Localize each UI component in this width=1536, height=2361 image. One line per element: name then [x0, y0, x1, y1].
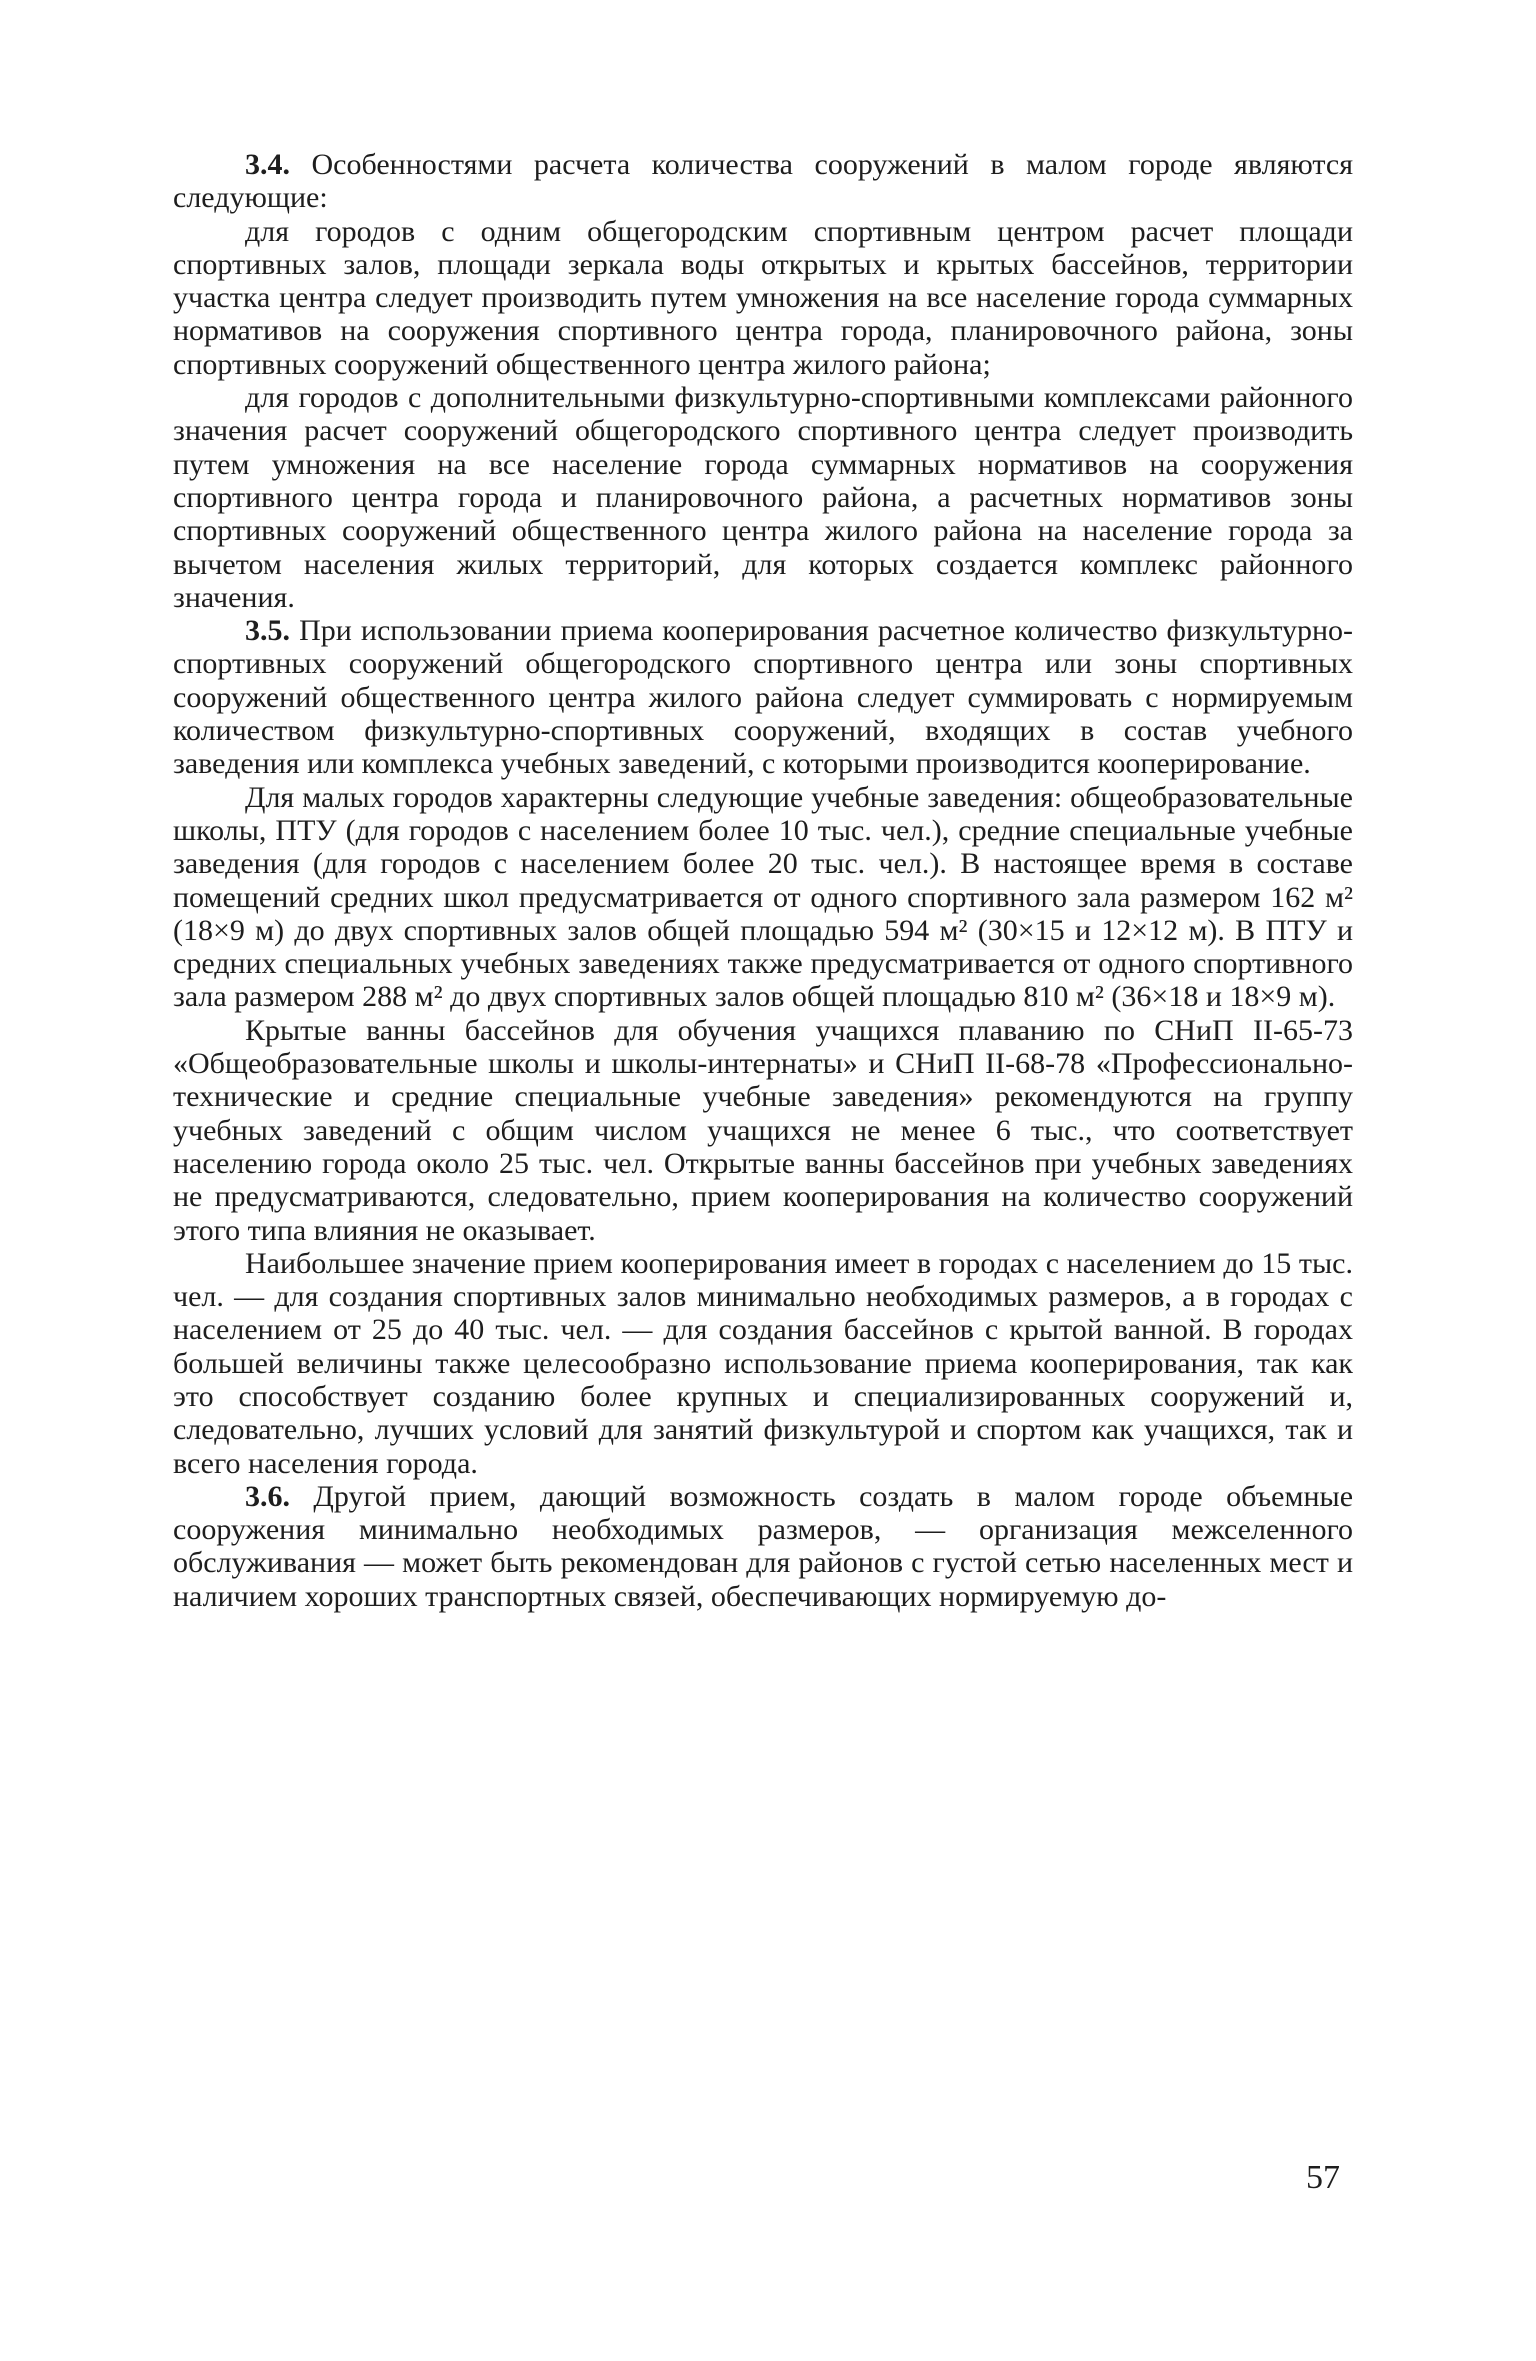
paragraph-text: Другой прием, дающий возможность создать в малом городе объемные сооружения минимально необходимых размеров, — организация межселенного обслуживания — может быть рекомендован для районов с густой сетью населенных мест и наличием хороших транспортных связей, обеспечивающих нормируемую до-: [173, 1479, 1354, 1613]
paragraph-educational-institutions: [173, 781, 1353, 1014]
paragraph-swimming-pools: [173, 1014, 1353, 1247]
paragraph-text: для городов с одним общегородским спортивным центром расчет площади спортивных залов, площади зеркала воды открытых и крытых бассейнов, территории участка центра следует производить путем умножения на все население города суммарных нормативов на сооружения спортивного центра города, планировочного района, зоны спортивных сооружений общественного центра жилого района;: [173, 214, 1353, 381]
paragraph-one-center: [173, 215, 1353, 381]
section-number: 3.5.: [245, 614, 290, 648]
paragraph-text: Особенностями расчета количества сооружений в малом городе являются следующие:: [173, 148, 1354, 215]
paragraph-text: Наибольшее значение прием кооперирования имеет в городах с населением до 15 тыс. чел. — для создания спортивных залов минимально необходимых размеров, а в городах с населением от 25 до 40 тыс. чел. — для создания бассейнов с крытой ванной. В городах большей величины также целесообразно использование приема кооперирования, так как это способствует созданию более крупных и специализированных сооружений и, следовательно, лучших условий для занятий физкультурой и спортом как учащихся, так и всего населения города.: [173, 1246, 1353, 1480]
paragraph-3-6: [173, 1480, 1353, 1613]
paragraph-3-4: [173, 148, 1353, 215]
paragraph-3-5: [173, 614, 1353, 780]
paragraph-text: При использовании приема кооперирования расчетное количество физкультурно-спортивных сооружений общегородского спортивного центра или зоны спортивных сооружений общественного центра жилого района следует суммировать с нормируемым количеством физкультурно-спортивных сооружений, входящих в состав учебного заведения или комплекса учебных заведений, с которыми производится кооперирование.: [173, 614, 1353, 781]
paragraph-cooperation-value: [173, 1247, 1353, 1480]
paragraph-text: Крытые ванны бассейнов для обучения учащихся плаванию по СНиП II-65-73 «Общеобразовательные школы и школы-интернаты» и СНиП II-68-78 «Профессионально-технические и средние специальные учебные заведения» рекомендуются на группу учебных заведений с общим числом учащихся не менее 6 тыс., что соответствует населению города около 25 тыс. чел. Открытые ванны бассейнов при учебных заведениях не предусматриваются, следовательно, прием кооперирования на количество сооружений этого типа влияния не оказывает.: [173, 1013, 1353, 1247]
section-number: 3.4.: [245, 148, 290, 181]
paragraph-text: для городов с дополнительными физкультурно-спортивными комплексами районного значения расчет сооружений общегородского спортивного центра следует производить путем умножения на все население города суммарных нормативов на сооружения спортивного центра города и планировочного района, а расчетных нормативов зоны спортивных сооружений общественного центра жилого района на население города за вычетом населения жилых территорий, для которых создается комплекс районного значения.: [173, 381, 1353, 614]
page-number: 57: [1306, 2159, 1340, 2196]
paragraph-additional-complexes: [173, 381, 1353, 614]
section-number: 3.6.: [245, 1479, 290, 1513]
page-body: [173, 148, 1353, 1613]
paragraph-text: Для малых городов характерны следующие учебные заведения: общеобразовательные школы, ПТУ (для городов с населением более 10 тыс. чел.), средние специальные учебные заведения (для городов с населением более 20 тыс. чел.). В настоящее время в составе помещений средних школ предусматривается от одного спортивного зала размером 162 м² (18×9 м) до двух спортивных залов общей площадью 594 м² (30×15 и 12×12 м). В ПТУ и средних специальных учебных заведениях также предусматривается от одного спортивного зала размером 288 м² до двух спортивных залов общей площадью 810 м² (36×18 и 18×9 м).: [173, 780, 1353, 1014]
